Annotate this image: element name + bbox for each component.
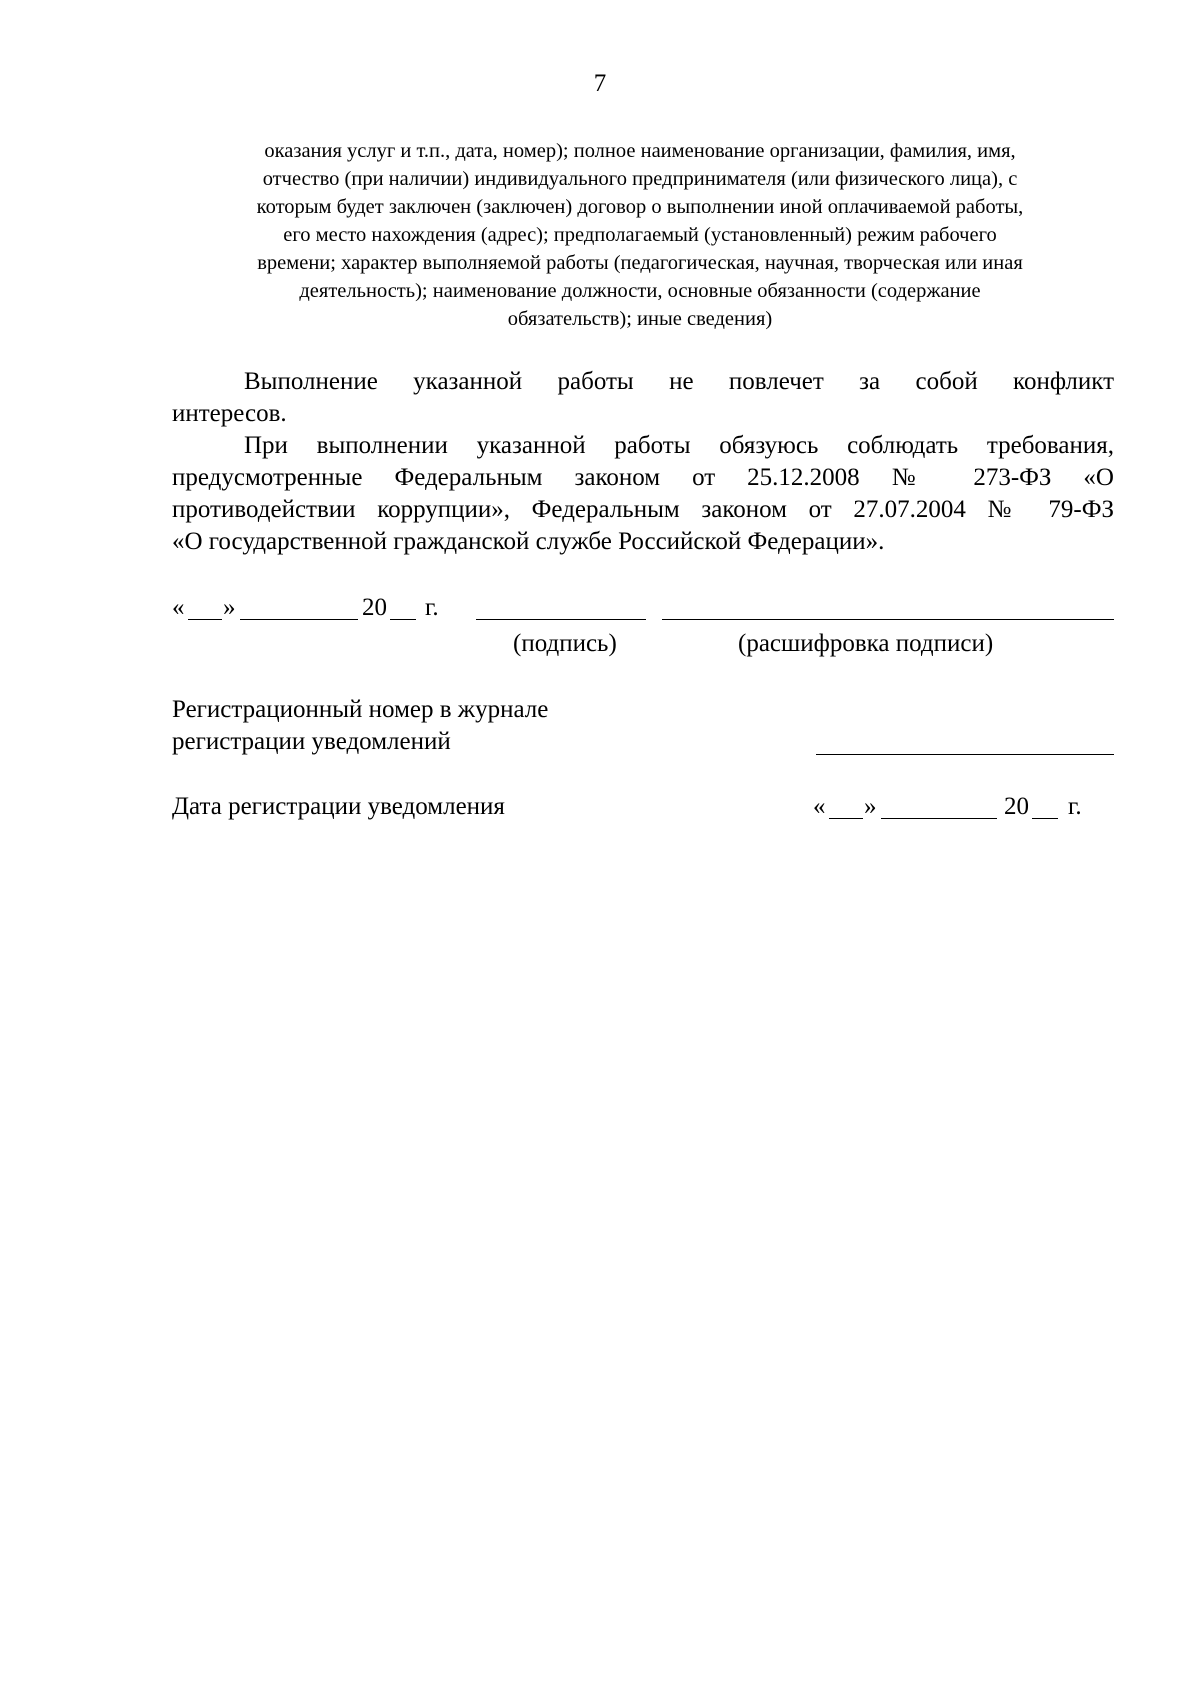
signature-blank[interactable] xyxy=(476,619,646,620)
registration-month-blank[interactable] xyxy=(881,818,997,819)
details-note xyxy=(170,137,1110,333)
no-conflict-paragraph xyxy=(172,366,1114,430)
paragraph-line: противодействии коррупции», Федеральным законом от 27.07.2004 № 79-ФЗ xyxy=(172,496,1114,523)
details-note-line: времени; характер выполняемой работы (педагогическая, научная, творческая или иная xyxy=(257,252,1023,274)
details-note-line: его место нахождения (адрес); предполагаемый (установленный) режим рабочего xyxy=(283,224,997,246)
details-note-line: отчество (при наличии) индивидуального предпринимателя (или физического лица), с xyxy=(262,168,1018,190)
page-number: 7 xyxy=(593,70,607,97)
day-blank[interactable] xyxy=(188,619,222,620)
paragraph-line: При выполнении указанной работы обязуюсь соблюдать требования, xyxy=(244,432,1114,459)
registration-date-label: Дата регистрации уведомления xyxy=(172,793,505,820)
signature-decoding-blank[interactable] xyxy=(662,619,1114,620)
date-open-quote: « xyxy=(172,594,185,621)
year-suffix: г. xyxy=(425,594,439,621)
details-note-line: деятельность); наименование должности, основные обязанности (содержание xyxy=(299,280,981,302)
registration-day-blank[interactable] xyxy=(829,818,863,819)
details-note-line: которым будет заключен (заключен) договор о выполнении иной оплачиваемой работы, xyxy=(256,196,1024,218)
registration-number-blank[interactable] xyxy=(816,754,1114,755)
registration-year-prefix: 20 xyxy=(1004,793,1029,820)
signature-decoding-caption: (расшифровка подписи) xyxy=(738,630,994,657)
registration-number-label: Регистрационный номер в журнале xyxy=(172,696,549,723)
paragraph-line: интересов. xyxy=(172,400,287,427)
date-close-quote: » xyxy=(223,594,236,621)
registration-year-suffix: г. xyxy=(1068,793,1082,820)
paragraph-line: «О государственной гражданской службе Российской Федерации». xyxy=(172,528,885,555)
year-prefix: 20 xyxy=(362,594,387,621)
registration-year-blank[interactable] xyxy=(1032,818,1058,819)
month-blank[interactable] xyxy=(240,619,358,620)
signature-caption: (подпись) xyxy=(513,630,617,657)
details-note-line: обязательств); иные сведения) xyxy=(507,308,773,330)
paragraph-line: предусмотренные Федеральным законом от 25.12.2008 № 273-ФЗ «О xyxy=(172,464,1114,491)
paragraph-line: Выполнение указанной работы не повлечет за собой конфликт xyxy=(244,368,1114,395)
registration-number-label: регистрации уведомлений xyxy=(172,728,451,755)
details-note-line: оказания услуг и т.п., дата, номер); полное наименование организации, фамилия, имя, xyxy=(264,140,1016,162)
compliance-paragraph xyxy=(172,430,1114,558)
registration-date-close-quote: » xyxy=(864,793,877,820)
year-blank[interactable] xyxy=(390,619,416,620)
registration-date-open-quote: « xyxy=(813,793,826,820)
